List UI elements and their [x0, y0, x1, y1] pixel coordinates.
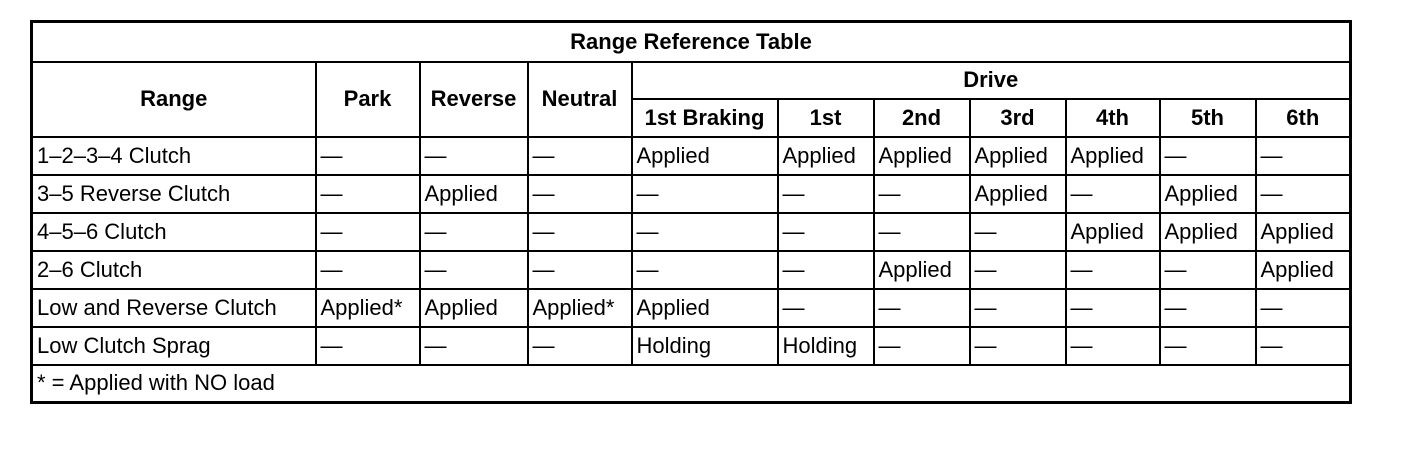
- table-cell: —: [420, 251, 528, 289]
- table-cell: —: [1160, 289, 1256, 327]
- table-cell: —: [778, 251, 874, 289]
- table-title: Range Reference Table: [32, 22, 1351, 62]
- table-cell: —: [1160, 251, 1256, 289]
- table-cell: —: [1066, 289, 1160, 327]
- header-reverse: Reverse: [420, 62, 528, 137]
- table-cell: Applied: [420, 175, 528, 213]
- table-cell: —: [970, 327, 1066, 365]
- table-cell: —: [970, 251, 1066, 289]
- row-range-label: Low and Reverse Clutch: [32, 289, 316, 327]
- table-cell: Applied: [1160, 213, 1256, 251]
- row-range-label: Low Clutch Sprag: [32, 327, 316, 365]
- table-cell: —: [778, 175, 874, 213]
- table-cell: —: [1256, 137, 1351, 175]
- row-range-label: 1–2–3–4 Clutch: [32, 137, 316, 175]
- header-drive: Drive: [632, 62, 1351, 99]
- table-body: [32, 137, 1351, 365]
- table-cell: Applied: [632, 137, 778, 175]
- table-cell: —: [316, 327, 420, 365]
- table-cell: —: [420, 213, 528, 251]
- table-cell: —: [528, 137, 632, 175]
- table-cell: —: [632, 175, 778, 213]
- table-cell: —: [970, 213, 1066, 251]
- table-cell: —: [316, 213, 420, 251]
- header-drive-sub: 1st Braking: [632, 99, 778, 137]
- table-cell: —: [1066, 327, 1160, 365]
- header-drive-sub: 2nd: [874, 99, 970, 137]
- table-row: [32, 213, 1351, 251]
- table-cell: —: [316, 137, 420, 175]
- header-drive-sub: 5th: [1160, 99, 1256, 137]
- table-cell: Applied: [778, 137, 874, 175]
- table-row: [32, 175, 1351, 213]
- table-row: [32, 289, 1351, 327]
- table-cell: Holding: [778, 327, 874, 365]
- table-cell: —: [1066, 251, 1160, 289]
- table-cell: —: [1256, 175, 1351, 213]
- table-cell: —: [778, 213, 874, 251]
- table-cell: Applied: [1256, 213, 1351, 251]
- range-reference-table: [30, 20, 1352, 404]
- table-cell: Applied: [970, 137, 1066, 175]
- table-cell: —: [316, 251, 420, 289]
- row-range-label: 3–5 Reverse Clutch: [32, 175, 316, 213]
- table-cell: —: [632, 213, 778, 251]
- table-cell: Applied: [874, 251, 970, 289]
- header-range: Range: [32, 62, 316, 137]
- table-cell: Applied: [874, 137, 970, 175]
- header-park: Park: [316, 62, 420, 137]
- table-cell: —: [528, 251, 632, 289]
- table-cell: —: [1160, 137, 1256, 175]
- table-cell: —: [778, 289, 874, 327]
- table-cell: Applied*: [316, 289, 420, 327]
- table-cell: —: [632, 251, 778, 289]
- table-cell: Applied: [1066, 137, 1160, 175]
- table-cell: Applied: [1256, 251, 1351, 289]
- table-cell: —: [528, 175, 632, 213]
- table-cell: —: [874, 175, 970, 213]
- table-cell: —: [528, 213, 632, 251]
- header-drive-sub: 3rd: [970, 99, 1066, 137]
- header-neutral: Neutral: [528, 62, 632, 137]
- table-cell: —: [874, 213, 970, 251]
- footnote: * = Applied with NO load: [32, 365, 1351, 403]
- table-cell: —: [528, 327, 632, 365]
- table-cell: —: [1256, 289, 1351, 327]
- table-cell: —: [420, 137, 528, 175]
- header-drive-sub: 6th: [1256, 99, 1351, 137]
- table-cell: —: [316, 175, 420, 213]
- row-range-label: 4–5–6 Clutch: [32, 213, 316, 251]
- table-cell: —: [874, 289, 970, 327]
- row-range-label: 2–6 Clutch: [32, 251, 316, 289]
- table-cell: Applied: [970, 175, 1066, 213]
- table-row: [32, 327, 1351, 365]
- table-cell: Applied: [1160, 175, 1256, 213]
- table-cell: —: [970, 289, 1066, 327]
- table-cell: —: [1160, 327, 1256, 365]
- table-cell: Applied: [420, 289, 528, 327]
- table-cell: —: [420, 327, 528, 365]
- table-cell: —: [1066, 175, 1160, 213]
- header-drive-sub: 1st: [778, 99, 874, 137]
- table-cell: Applied: [632, 289, 778, 327]
- table-row: [32, 251, 1351, 289]
- table-cell: —: [1256, 327, 1351, 365]
- table-row: [32, 137, 1351, 175]
- table-cell: —: [874, 327, 970, 365]
- table-cell: Holding: [632, 327, 778, 365]
- header-drive-sub: 4th: [1066, 99, 1160, 137]
- table-cell: Applied*: [528, 289, 632, 327]
- table-cell: Applied: [1066, 213, 1160, 251]
